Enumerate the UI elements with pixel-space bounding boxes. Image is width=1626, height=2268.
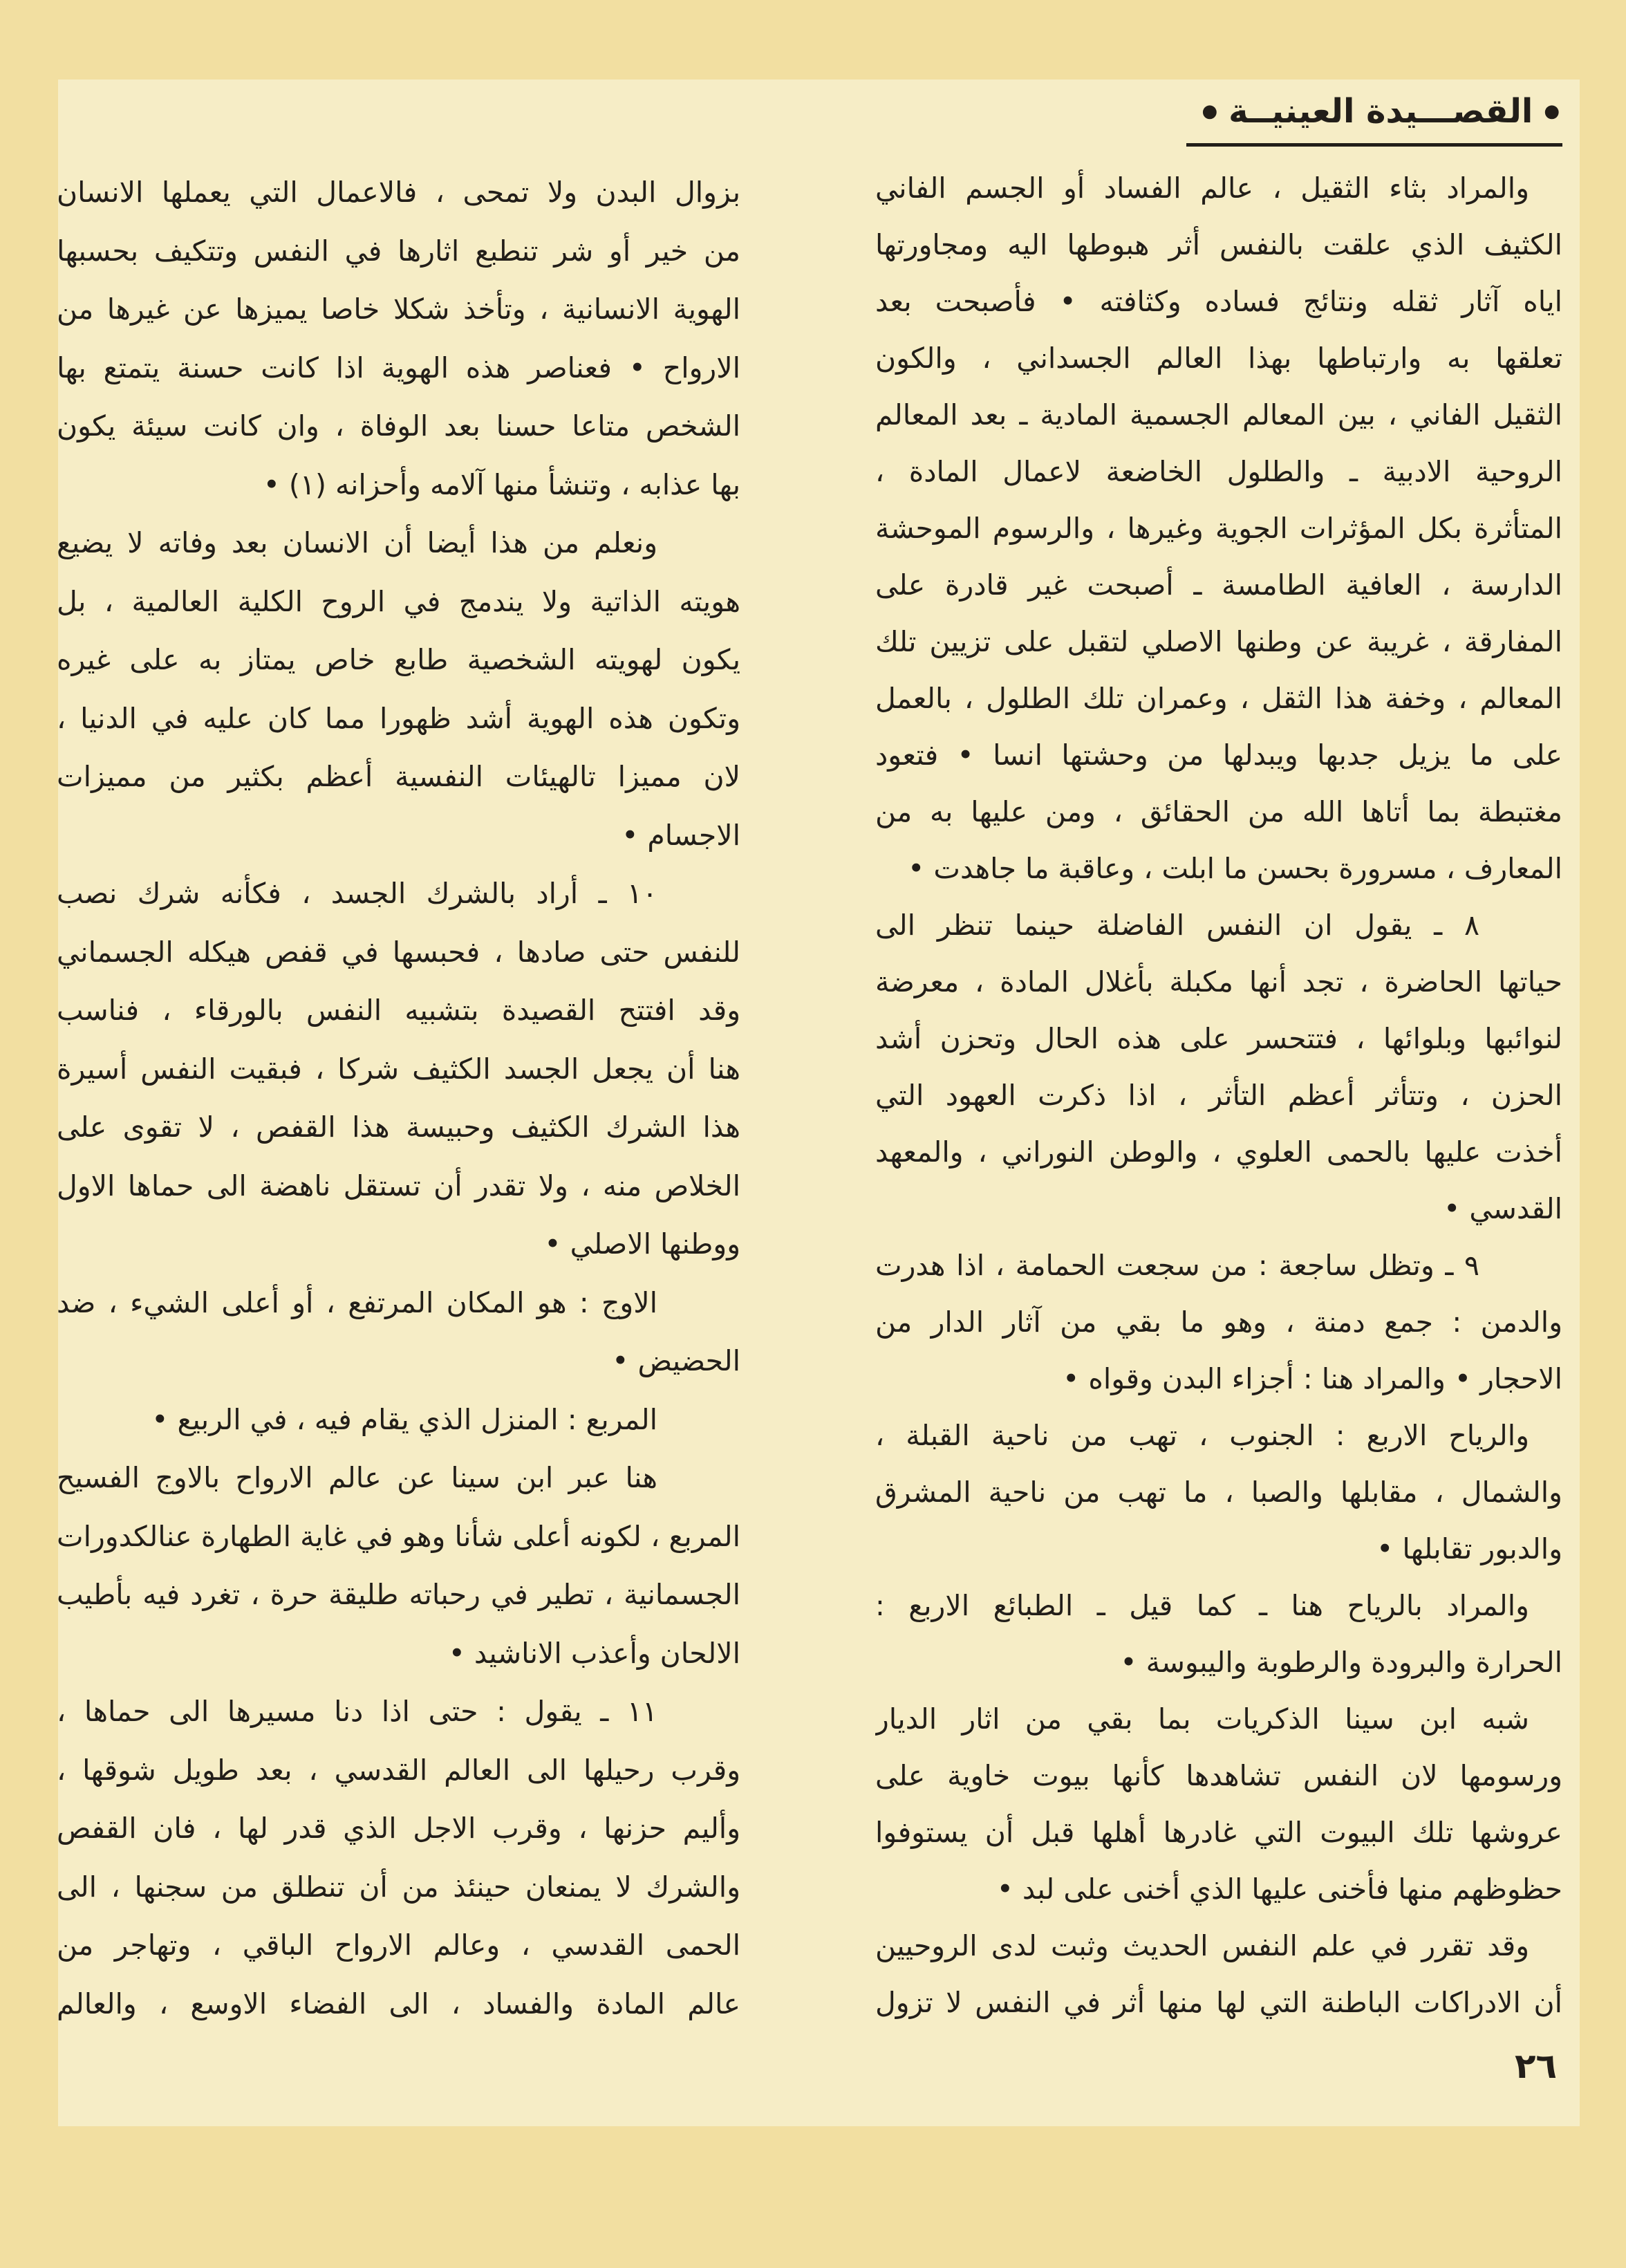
- left-column-line: الخلاص منه ، ولا تقدر أن تستقل ناهضة الى حماها الاول: [57, 1169, 740, 1202]
- left-column: [57, 163, 740, 2033]
- right-column-line: مغتبطة بما أتاها الله من الحقائق ، ومن عليها به من: [875, 795, 1562, 828]
- left-column-line: الحضيض •: [612, 1344, 740, 1377]
- left-column-line: المربع : المنزل الذي يقام فيه ، في الربيع •: [151, 1402, 657, 1436]
- right-column-line: اياه آثار ثقله ونتائج فساده وكثافته • فأصبحت بعد: [875, 285, 1562, 318]
- right-column-line: القدسي •: [1443, 1192, 1562, 1225]
- left-column-line: بها عذابه ، وتنشأ منها آلامه وأحزانه (١) •: [263, 467, 740, 501]
- right-column-line: أن الادراكات الباطنة التي لها منها أثر في النفس لا تزول: [875, 1986, 1562, 2019]
- right-column-line: والمراد بثاء الثقيل ، عالم الفساد أو الجسم الفاني: [875, 171, 1529, 205]
- right-column-line: حياتها الحاضرة ، تجد أنها مكبلة بأغلال المادة ، معرضة: [875, 965, 1562, 998]
- right-column-line: الثقيل الفاني ، بين المعالم الجسمية المادية ـ بعد المعالم: [875, 398, 1562, 431]
- right-column-line: ورسومها لان النفس تشاهدها كأنها بيوت خاوية على: [875, 1759, 1562, 1792]
- right-column-line: والرياح الاربع : الجنوب ، تهب من ناحية القبلة ،: [875, 1419, 1529, 1452]
- left-column-line: هنا عبر ابن سينا عن عالم الارواح بالاوج الفسيح: [57, 1461, 657, 1494]
- left-column-line: الشخص متاعا حسنا بعد الوفاة ، وان كانت سيئة يكون: [57, 409, 740, 443]
- right-column-line: لنوائبها وبلوائها ، فتتحسر على هذه الحال وتحزن أشد: [875, 1022, 1562, 1055]
- right-column-line: على ما يزيل جدبها ويبدلها من وحشتها انسا • فتعود: [875, 738, 1562, 772]
- left-column-line: الهوية الانسانية ، وتأخذ شكلا خاصا يميزها عن غيرها من: [57, 292, 740, 326]
- right-column-line: الكثيف الذي علقت بالنفس أثر هبوطها اليه ومجاورتها: [875, 228, 1562, 261]
- left-column-line: هنا أن يجعل الجسد الكثيف شركا ، فبقيت النفس أسيرة: [57, 1052, 740, 1086]
- left-column-line: الاجسام •: [622, 818, 740, 852]
- right-column-line: والدمن : جمع دمنة ، وهو ما بقي من آثار الدار من: [875, 1305, 1562, 1339]
- right-column-line: الروحية الادبية ـ والطلول الخاضعة لاعمال المادة ،: [875, 455, 1562, 488]
- left-column-line: ونعلم من هذا أيضا أن الانسان بعد وفاته لا يضيع: [57, 526, 657, 559]
- right-column-line: الحزن ، وتتأثر أعظم التأثر ، اذا ذكرت العهود التي: [875, 1079, 1562, 1112]
- left-column-line: ١٠ ـ أراد بالشرك الجسد ، فكأنه شرك نصب: [57, 877, 657, 910]
- left-column-line: هويته الذاتية ولا يندمج في الروح الكلية العالمية ، بل: [57, 584, 740, 618]
- right-column-line: ٩ ـ وتظل ساجعة : من سجعت الحمامة ، اذا هدرت: [875, 1249, 1479, 1282]
- left-column-line: الاوج : هو المكان المرتفع ، أو أعلى الشيء ، ضد: [57, 1285, 657, 1319]
- running-header-title: القصـــيدة العينيــة: [1228, 92, 1533, 131]
- running-header: [1202, 87, 1560, 136]
- right-column-line: والشمال ، مقابلها والصبا ، ما تهب من ناحية المشرق: [875, 1476, 1562, 1509]
- left-column-line: وتكون هذه الهوية أشد ظهورا مما كان عليه في الدنيا ،: [57, 701, 740, 735]
- right-column-line: المتأثرة بكل المؤثرات الجوية وغيرها ، والرسوم الموحشة: [875, 512, 1562, 545]
- left-column-line: لان مميزا تالهيئات النفسية أعظم بكثير من مميزات: [57, 760, 740, 793]
- right-column-line: المعارف ، مسرورة بحسن ما ابلت ، وعاقبة ما جاهدت •: [908, 852, 1562, 885]
- right-column-line: المفارقة ، غريبة عن وطنها الاصلي لتقبل على تزيين تلك: [875, 625, 1562, 658]
- right-column-line: ٨ ـ يقول ان النفس الفاضلة حينما تنظر الى: [875, 909, 1479, 942]
- left-column-line: وأليم حزنها ، وقرب الاجل الذي قدر لها ، فان القفص: [57, 1812, 740, 1845]
- page-number: ٢٦: [1514, 2046, 1557, 2086]
- left-column-line: وقد افتتح القصيدة بتشبيه النفس بالورقاء ، فناسب: [57, 994, 740, 1027]
- right-column-line: والدبور تقابلها •: [1376, 1532, 1562, 1565]
- right-column-line: المعالم ، وخفة هذا الثقل ، وعمران تلك الطلول ، بالعمل: [875, 682, 1562, 715]
- left-column-line: ١١ ـ يقول : حتى اذا دنا مسيرها الى حماها ،: [57, 1695, 657, 1728]
- left-column-line: وقرب رحيلها الى العالم القدسي ، بعد طويل شوقها ،: [57, 1753, 740, 1787]
- left-column-line: المربع ، لكونه أعلى شأنا وهو في غاية الطهارة عنالكدورات: [57, 1519, 740, 1553]
- right-column: [875, 160, 1562, 2031]
- right-column-line: أخذت عليها بالحمى العلوي ، والوطن النوراني ، والمعهد: [875, 1135, 1562, 1169]
- left-column-line: الجسمانية ، تطير في رحباته طليقة حرة ، تغرد فيه بأطيب: [57, 1578, 740, 1611]
- right-column-line: شبه ابن سينا الذكريات بما بقي من اثار الديار: [875, 1702, 1529, 1736]
- left-column-line: للنفس حتى صادها ، فحبسها في قفص هيكله الجسماني: [57, 935, 740, 969]
- left-column-line: ووطنها الاصلي •: [544, 1227, 740, 1261]
- right-column-line: والمراد بالرياح هنا ـ كما قيل ـ الطبائع الاربع :: [875, 1589, 1529, 1622]
- right-column-line: وقد تقرر في علم النفس الحديث وثبت لدى الروحيين: [875, 1929, 1529, 1962]
- right-column-line: الاحجار • والمراد هنا : أجزاء البدن وقواه •: [1063, 1362, 1562, 1395]
- bullet-ornament-icon: ●: [1202, 101, 1218, 122]
- right-column-line: عروشها تلك البيوت التي غادرها أهلها قبل أن يستوفوا: [875, 1816, 1562, 1849]
- left-column-line: هذا الشرك الكثيف وحبيسة هذا القفص ، لا تقوى على: [57, 1110, 740, 1144]
- right-column-line: الدارسة ، العافية الطامسة ـ أصبحت غير قادرة على: [875, 568, 1562, 602]
- right-column-line: حظوظهم منها فأخنى عليها الذي أخنى على لبد •: [996, 1872, 1562, 1906]
- right-column-line: الحرارة والبرودة والرطوبة واليبوسة •: [1120, 1646, 1562, 1679]
- bullet-ornament-icon: ●: [1544, 101, 1560, 122]
- right-column-line: تعلقها به وارتباطها بهذا العالم الجسداني ، والكون: [875, 342, 1562, 375]
- header-rule: [1186, 143, 1562, 147]
- left-column-line: الارواح • فعناصر هذه الهوية اذا كانت حسنة يتمتع بها: [57, 351, 740, 384]
- left-column-line: الحمى القدسي ، وعالم الارواح الباقي ، وتهاجر من: [57, 1928, 740, 1962]
- left-column-line: والشرك لا يمنعان حينئذ من أن تنطلق من سجنها ، الى: [57, 1870, 740, 1904]
- left-column-line: من خير أو شر تنطبع اثارها في النفس وتتكيف بحسبها: [57, 234, 740, 268]
- left-column-line: يكون لهويته الشخصية طابع خاص يمتاز به على غيره: [57, 643, 740, 676]
- left-column-line: بزوال البدن ولا تمحى ، فالاعمال التي يعملها الانسان: [57, 176, 740, 209]
- left-column-line: الالحان وأعذب الاناشيد •: [448, 1636, 740, 1670]
- left-column-line: عالم المادة والفساد ، الى الفضاء الاوسع ، والعالم: [57, 1987, 740, 2020]
